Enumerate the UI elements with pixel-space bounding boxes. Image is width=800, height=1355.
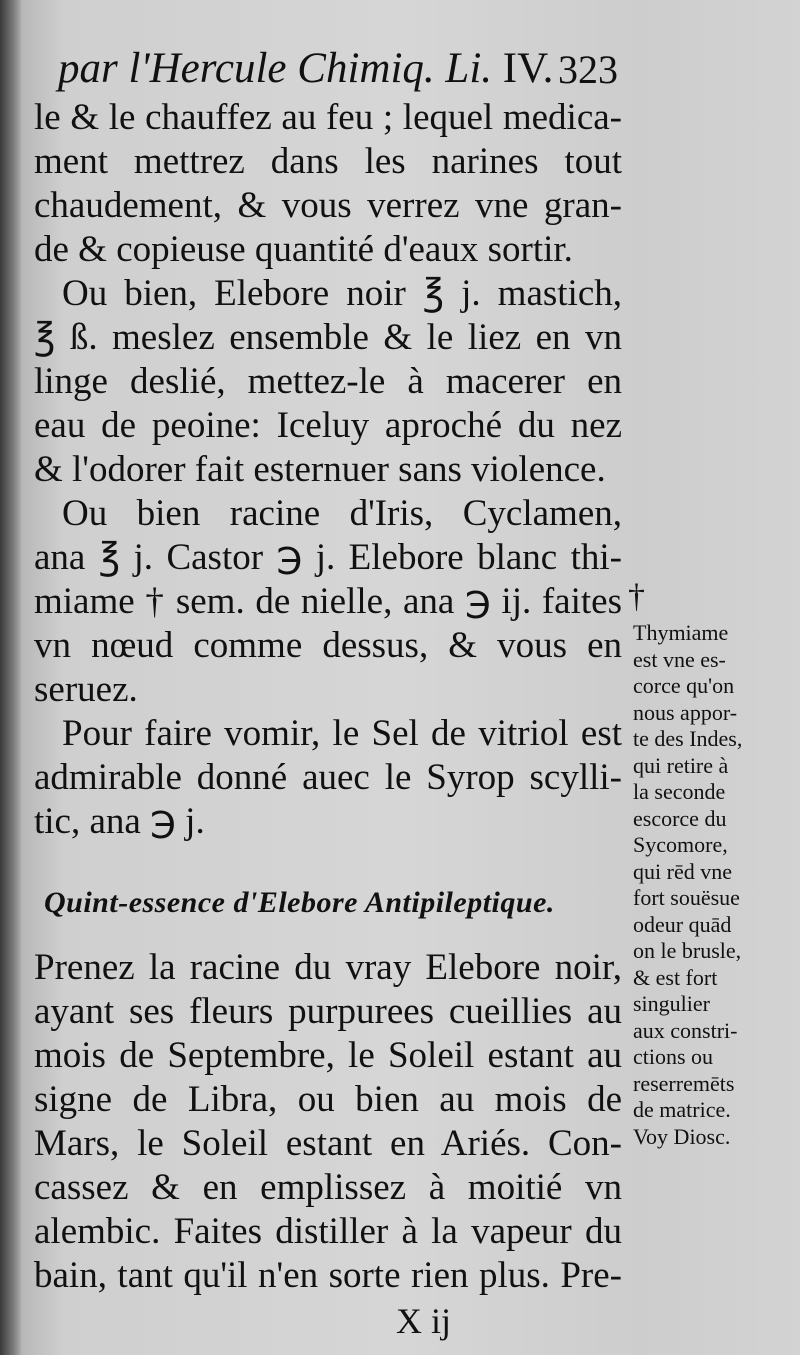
text-line: ℥ ß. meslez ensemble & le liez en vn xyxy=(34,317,622,358)
margin-note-line: Thymiame xyxy=(633,620,729,645)
text-line: ayant ses fleurs purpurees cueillies au xyxy=(34,991,622,1032)
text-line: & l'odorer fait esternuer sans violence. xyxy=(34,449,606,490)
margin-note-line: aux constri- xyxy=(633,1017,738,1043)
text-line: tic, ana ℈ j. xyxy=(34,801,205,842)
text-line: de & copieuse quantité d'eaux sortir. xyxy=(34,229,573,270)
text-line: Mars, le Soleil estant en Ariés. Con- xyxy=(34,1123,622,1164)
text-line: Ou bien, Elebore noir ℥ j. mastich, xyxy=(62,273,622,314)
text-line: Ou bien racine d'Iris, Cyclamen, xyxy=(62,493,622,534)
margin-note-line: est vne es- xyxy=(633,646,726,672)
page-number: 323 xyxy=(558,47,618,92)
margin-note-line: qui rēd vne xyxy=(633,858,732,884)
gutter-shadow xyxy=(0,0,22,1355)
book-number: IV. xyxy=(502,45,554,92)
signature-mark: X ij xyxy=(396,1301,452,1341)
margin-note-line: fort souësue xyxy=(633,885,740,910)
text-line: mois de Septembre, le Soleil estant au xyxy=(34,1035,622,1076)
text-line: Pour faire vomir, le Sel de vitriol est xyxy=(62,713,622,754)
text-line: seruez. xyxy=(34,669,138,710)
section-title: Quint-essence d'Elebore Antipileptique. xyxy=(44,886,555,919)
running-header xyxy=(58,44,638,94)
text-line: admirable donné auec le Syrop scylli- xyxy=(34,757,622,798)
text-line: alembic. Faites distiller à la vapeur du xyxy=(34,1211,622,1252)
margin-note-line: & est fort xyxy=(633,964,718,990)
margin-note-line: corce qu'on xyxy=(633,673,735,698)
text-line: miame † sem. de nielle, ana ℈ ij. faites xyxy=(34,581,622,622)
text-line: linge deslié, mettez-le à macerer en xyxy=(34,361,622,402)
text-line: chaudement, & vous verrez vne gran- xyxy=(34,185,622,226)
margin-note-line: escorce du xyxy=(633,805,727,831)
text-line: le & le chauffez au feu ; lequel medica- xyxy=(34,97,622,138)
margin-note-line: Voy Diosc. xyxy=(633,1123,731,1149)
margin-note-line: odeur quād xyxy=(633,911,732,937)
text-line: cassez & en emplissez à moitié vn xyxy=(34,1167,622,1208)
text-line: bain, tant qu'il n'en sorte rien plus. Pre- xyxy=(34,1255,622,1296)
margin-note-line: nous appor- xyxy=(633,699,738,725)
margin-note-line: de matrice. xyxy=(633,1097,731,1122)
margin-note-line: Sycomore, xyxy=(633,832,728,857)
margin-note-line: reserremēts xyxy=(633,1070,735,1096)
text-line: vn nœud comme dessus, & vous en xyxy=(34,625,622,666)
text-line: signe de Libra, ou bien au mois de xyxy=(34,1079,622,1120)
text-line: ment mettrez dans les narines tout xyxy=(34,141,622,182)
margin-note-line: la seconde xyxy=(633,779,726,804)
margin-note-line: te des Indes, xyxy=(633,726,743,751)
margin-note-line: qui retire à xyxy=(633,752,729,778)
margin-note-line: ctions ou xyxy=(633,1044,714,1069)
margin-note-line: on le brusle, xyxy=(633,938,742,963)
margin-note-line: singulier xyxy=(633,991,710,1016)
running-title: par l'Hercule Chimiq. Li. xyxy=(58,45,493,92)
margin-note-mark: † xyxy=(628,578,645,615)
text-line: eau de peoine: Iceluy aproché du nez xyxy=(34,405,622,446)
margin-note xyxy=(633,620,795,1150)
text-line: ana ℥ j. Castor ℈ j. Elebore blanc thi- xyxy=(34,537,622,578)
text-line: Prenez la racine du vray Elebore noir, xyxy=(34,947,622,988)
